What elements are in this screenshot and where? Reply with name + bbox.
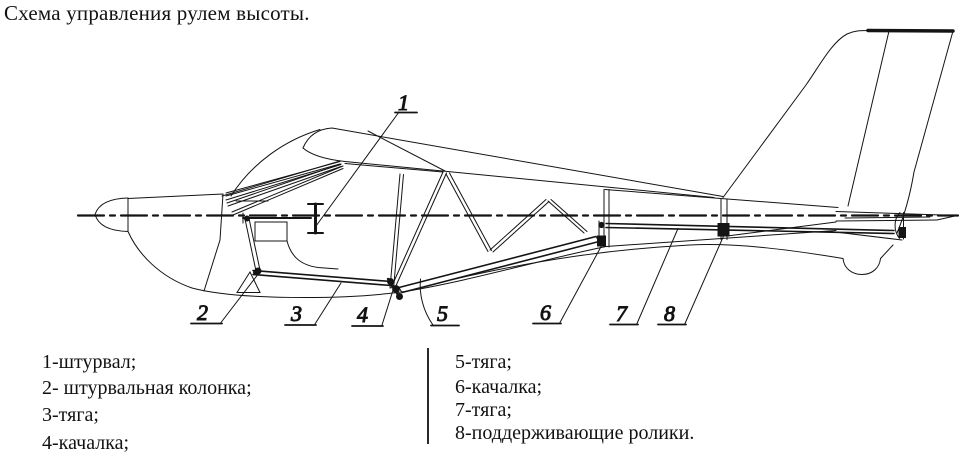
callout-label-8: 8 xyxy=(664,301,675,326)
legend-item-8: 8-поддерживающие ролики. xyxy=(455,422,695,444)
pushrod-5 xyxy=(399,237,599,293)
callout-label-2: 2 xyxy=(197,300,208,325)
callout-label-1: 1 xyxy=(398,90,409,115)
legend-item-2: 2- штурвальная колонка; xyxy=(42,377,252,399)
rudder-hinge-line xyxy=(848,31,889,206)
rudder-trailing-edge xyxy=(897,31,953,233)
legend-item-5: 5-тяга; xyxy=(455,351,512,373)
tail-wheel xyxy=(843,245,893,275)
bellcrank-6 xyxy=(598,221,606,246)
callout-label-3: 3 xyxy=(291,301,302,326)
legend-item-4: 4-качалка; xyxy=(42,432,130,454)
legend-item-7: 7-тяга; xyxy=(455,399,512,421)
callout-8 xyxy=(658,235,724,326)
fuselage-pod xyxy=(95,130,606,298)
callout-label-6: 6 xyxy=(540,300,551,325)
pushrod-3 xyxy=(253,270,391,286)
callout-2 xyxy=(191,273,259,325)
support-rollers-8 xyxy=(718,199,729,240)
legend-divider xyxy=(427,348,429,444)
cockpit-frame-struts xyxy=(226,162,343,216)
page-title: Схема управления рулем высоты. xyxy=(4,1,310,25)
callout-4 xyxy=(352,287,394,327)
callout-3 xyxy=(285,283,341,326)
legend-item-3: 3-тяга; xyxy=(42,404,99,426)
callout-label-5: 5 xyxy=(437,301,448,326)
callouts xyxy=(191,90,724,327)
legend-item-1: 1-штурвал; xyxy=(42,351,137,373)
callout-label-4: 4 xyxy=(357,302,368,327)
pushrod-7 xyxy=(606,224,894,234)
vertical-fin xyxy=(723,31,953,234)
callout-label-7: 7 xyxy=(616,301,627,326)
wing-root-profile xyxy=(303,128,723,198)
callout-1 xyxy=(316,90,417,226)
legend-item-6: 6-качалка; xyxy=(455,376,543,398)
